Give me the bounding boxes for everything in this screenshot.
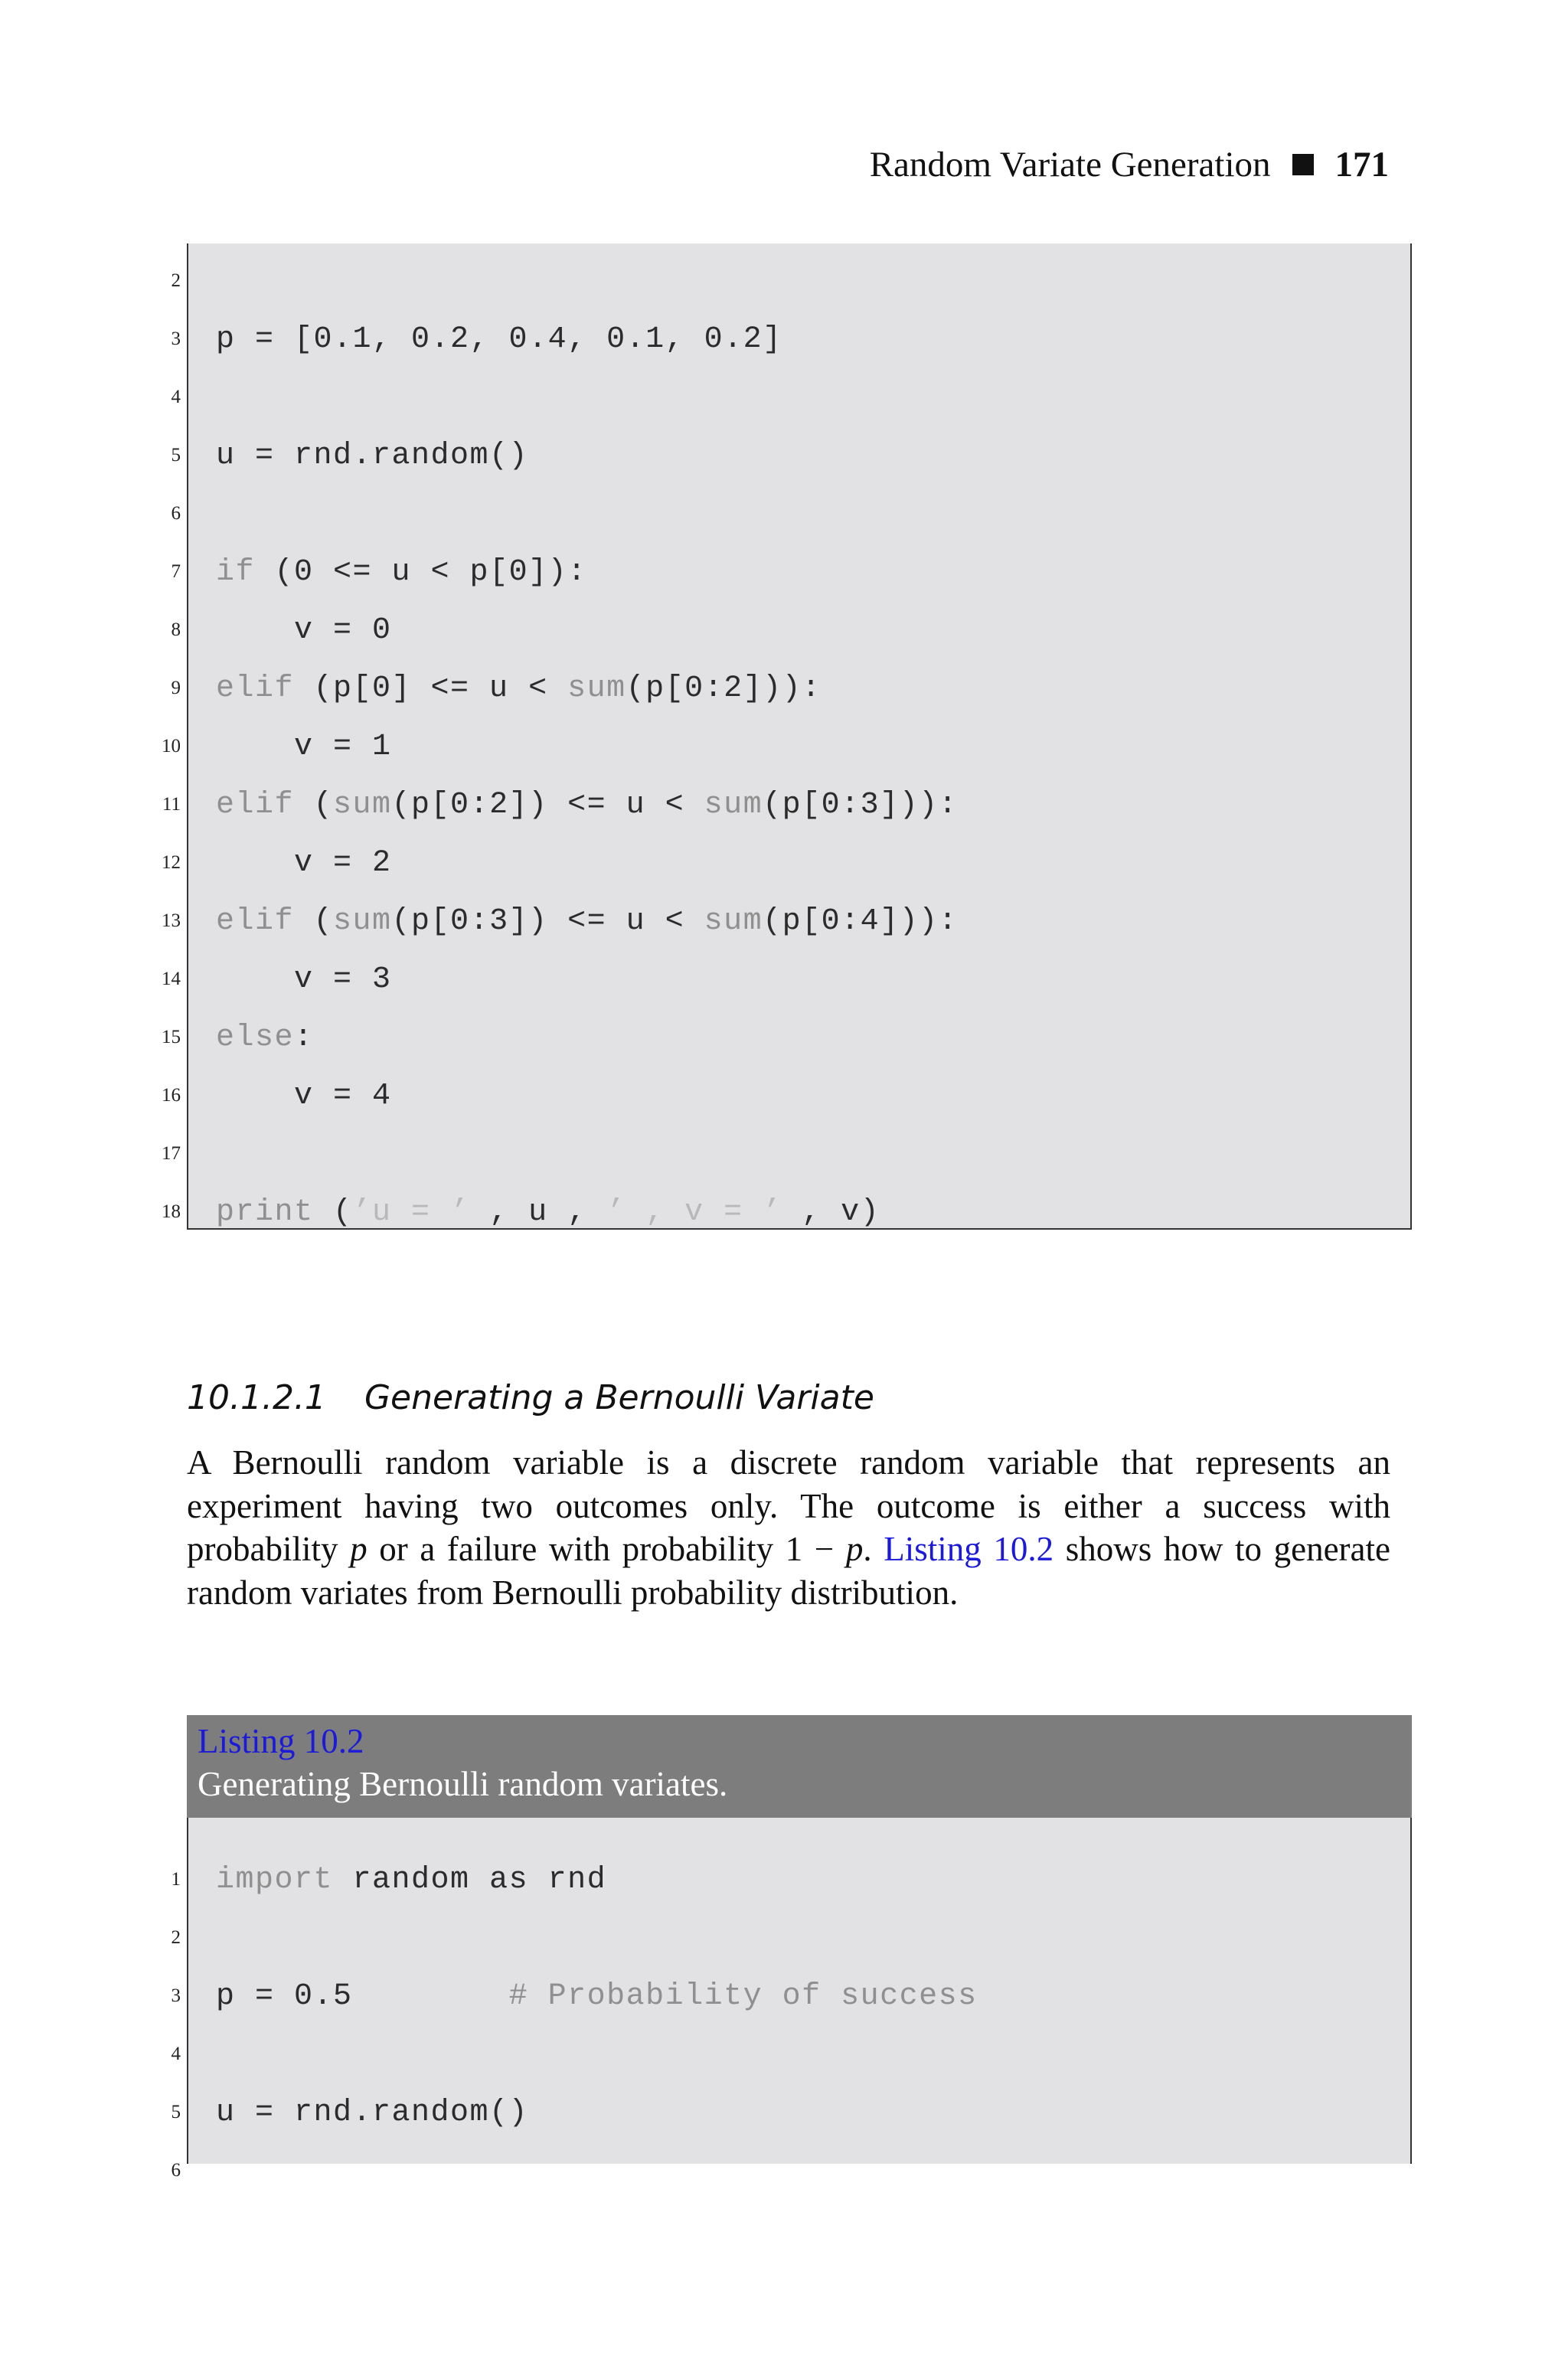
paragraph-text: shows how to generate random variates from Bernoulli probability distribution. [187,1530,1390,1612]
code-text [216,962,392,997]
code-text [216,2096,528,2130]
code-line [0,776,1416,833]
paragraph-text: A Bernoulli random variable is a discrete random variable that represents an experiment having two outcomes only. The outcome is either a success with probability [187,1443,1390,1568]
code-token: ( [313,1194,353,1230]
line-number: 8 [171,619,181,640]
body-paragraph [187,1441,1390,1614]
code-token: u = rnd.random() [216,438,529,473]
code-keyword: elif [216,671,295,706]
code-token: v = 3 [216,962,392,997]
code-token: v = 4 [216,1078,392,1113]
code-text [216,904,958,939]
subsection-number: 10.1.2.1 [187,1378,326,1417]
code-keyword: elif [216,787,295,822]
code-keyword: sum [333,787,392,822]
code-text [216,846,392,881]
paragraph-text: or a failure with probability 1 − [367,1530,846,1568]
code-token: , u , [469,1194,607,1230]
code-text [216,1021,314,1055]
code-token: (p[0:2])): [626,671,822,706]
code-keyword: sum [567,671,626,706]
code-text [216,671,822,706]
code-line [0,253,1416,309]
line-number: 15 [162,1027,181,1047]
code-text [216,613,392,648]
subsection-title: Generating a Bernoulli Variate [364,1378,874,1417]
line-number: 2 [171,1927,181,1948]
code-keyword: sum [704,903,763,939]
code-token: v = 0 [216,613,392,648]
line-number: 6 [171,503,181,524]
square-separator-icon [1292,154,1314,175]
line-number: 6 [171,2160,181,2181]
math-variable: p [350,1530,368,1568]
code-string: ’u = ’ [352,1194,470,1230]
line-number: 14 [162,969,181,989]
code-keyword: import [216,1862,334,1897]
code-line [0,1851,1416,1908]
code-token: random as rnd [333,1862,607,1897]
code-text [216,1979,978,2014]
code-keyword: # Probability of success [508,1979,978,2014]
page-number: 171 [1334,145,1389,185]
code-string: ’ , v = ’ [606,1194,782,1230]
running-title: Random Variate Generation [869,145,1271,185]
code-text [216,439,528,473]
code-line [0,893,1416,949]
line-number: 18 [162,1201,181,1222]
listing-link[interactable]: Listing 10.2 [884,1530,1054,1568]
paragraph-text: . [863,1530,884,1568]
line-number: 2 [171,270,181,291]
code-token: p = [0.1, 0.2, 0.4, 0.1, 0.2] [216,322,782,357]
code-line [0,1184,1416,1240]
code-token: ( [294,787,334,822]
line-number: 3 [171,1985,181,2006]
code-token: p = 0.5 [216,1979,509,2014]
code-keyword: else [216,1020,295,1055]
code-line [0,311,1416,368]
code-keyword: if [216,554,256,590]
code-token: u = rnd.random() [216,2095,529,2130]
code-keyword: sum [333,903,392,939]
code-line [0,1968,1416,2024]
line-number: 4 [171,2044,181,2064]
listing-caption-box [187,1715,1412,1818]
code-text [216,1195,880,1230]
code-token: , v) [782,1194,880,1230]
code-text [216,730,392,764]
listing-caption: Generating Bernoulli random variates. [198,1765,728,1803]
code-line [0,835,1416,891]
code-line [0,2026,1416,2083]
line-number: 16 [162,1085,181,1106]
code-token: (p[0:3]) <= u < [391,903,704,939]
code-line [0,951,1416,1008]
code-line [0,2084,1416,2141]
code-token: (p[0] <= u < [294,671,568,706]
code-line [0,369,1416,426]
code-text [216,555,587,590]
line-number: 12 [162,852,181,873]
listing-label[interactable]: Listing 10.2 [198,1722,364,1760]
code-token: (p[0:4])): [763,903,959,939]
line-number: 7 [171,561,181,582]
code-token: ( [294,903,334,939]
math-variable: p [845,1530,864,1568]
subsection-heading [187,1378,874,1417]
code-text [216,788,958,822]
code-token: v = 2 [216,845,392,881]
code-token: (p[0:3])): [763,787,959,822]
code-line [0,1126,1416,1182]
line-number: 5 [171,2102,181,2122]
code-line [0,2142,1416,2199]
code-token: : [294,1020,314,1055]
code-line [0,1009,1416,1066]
code-line [0,544,1416,600]
code-line [0,427,1416,484]
code-line [0,1910,1416,1966]
line-number: 1 [171,1869,181,1890]
code-text [216,1079,392,1113]
running-header [870,144,1389,185]
line-number: 13 [162,910,181,931]
code-line [0,1067,1416,1124]
code-token: (p[0:2]) <= u < [391,787,704,822]
line-number: 3 [171,328,181,349]
line-number: 17 [162,1143,181,1164]
code-keyword: sum [704,787,763,822]
code-line [0,718,1416,775]
code-keyword: elif [216,903,295,939]
line-number: 10 [162,736,181,756]
code-text [216,322,782,357]
line-number: 5 [171,445,181,466]
line-number: 11 [162,794,181,815]
code-line [0,660,1416,717]
code-line [0,485,1416,542]
code-keyword: print [216,1194,314,1230]
code-token: (0 <= u < p[0]): [255,554,587,590]
code-token: v = 1 [216,729,392,764]
code-line [0,602,1416,658]
line-number: 4 [171,387,181,407]
code-text [216,1863,606,1897]
line-number: 9 [171,678,181,698]
